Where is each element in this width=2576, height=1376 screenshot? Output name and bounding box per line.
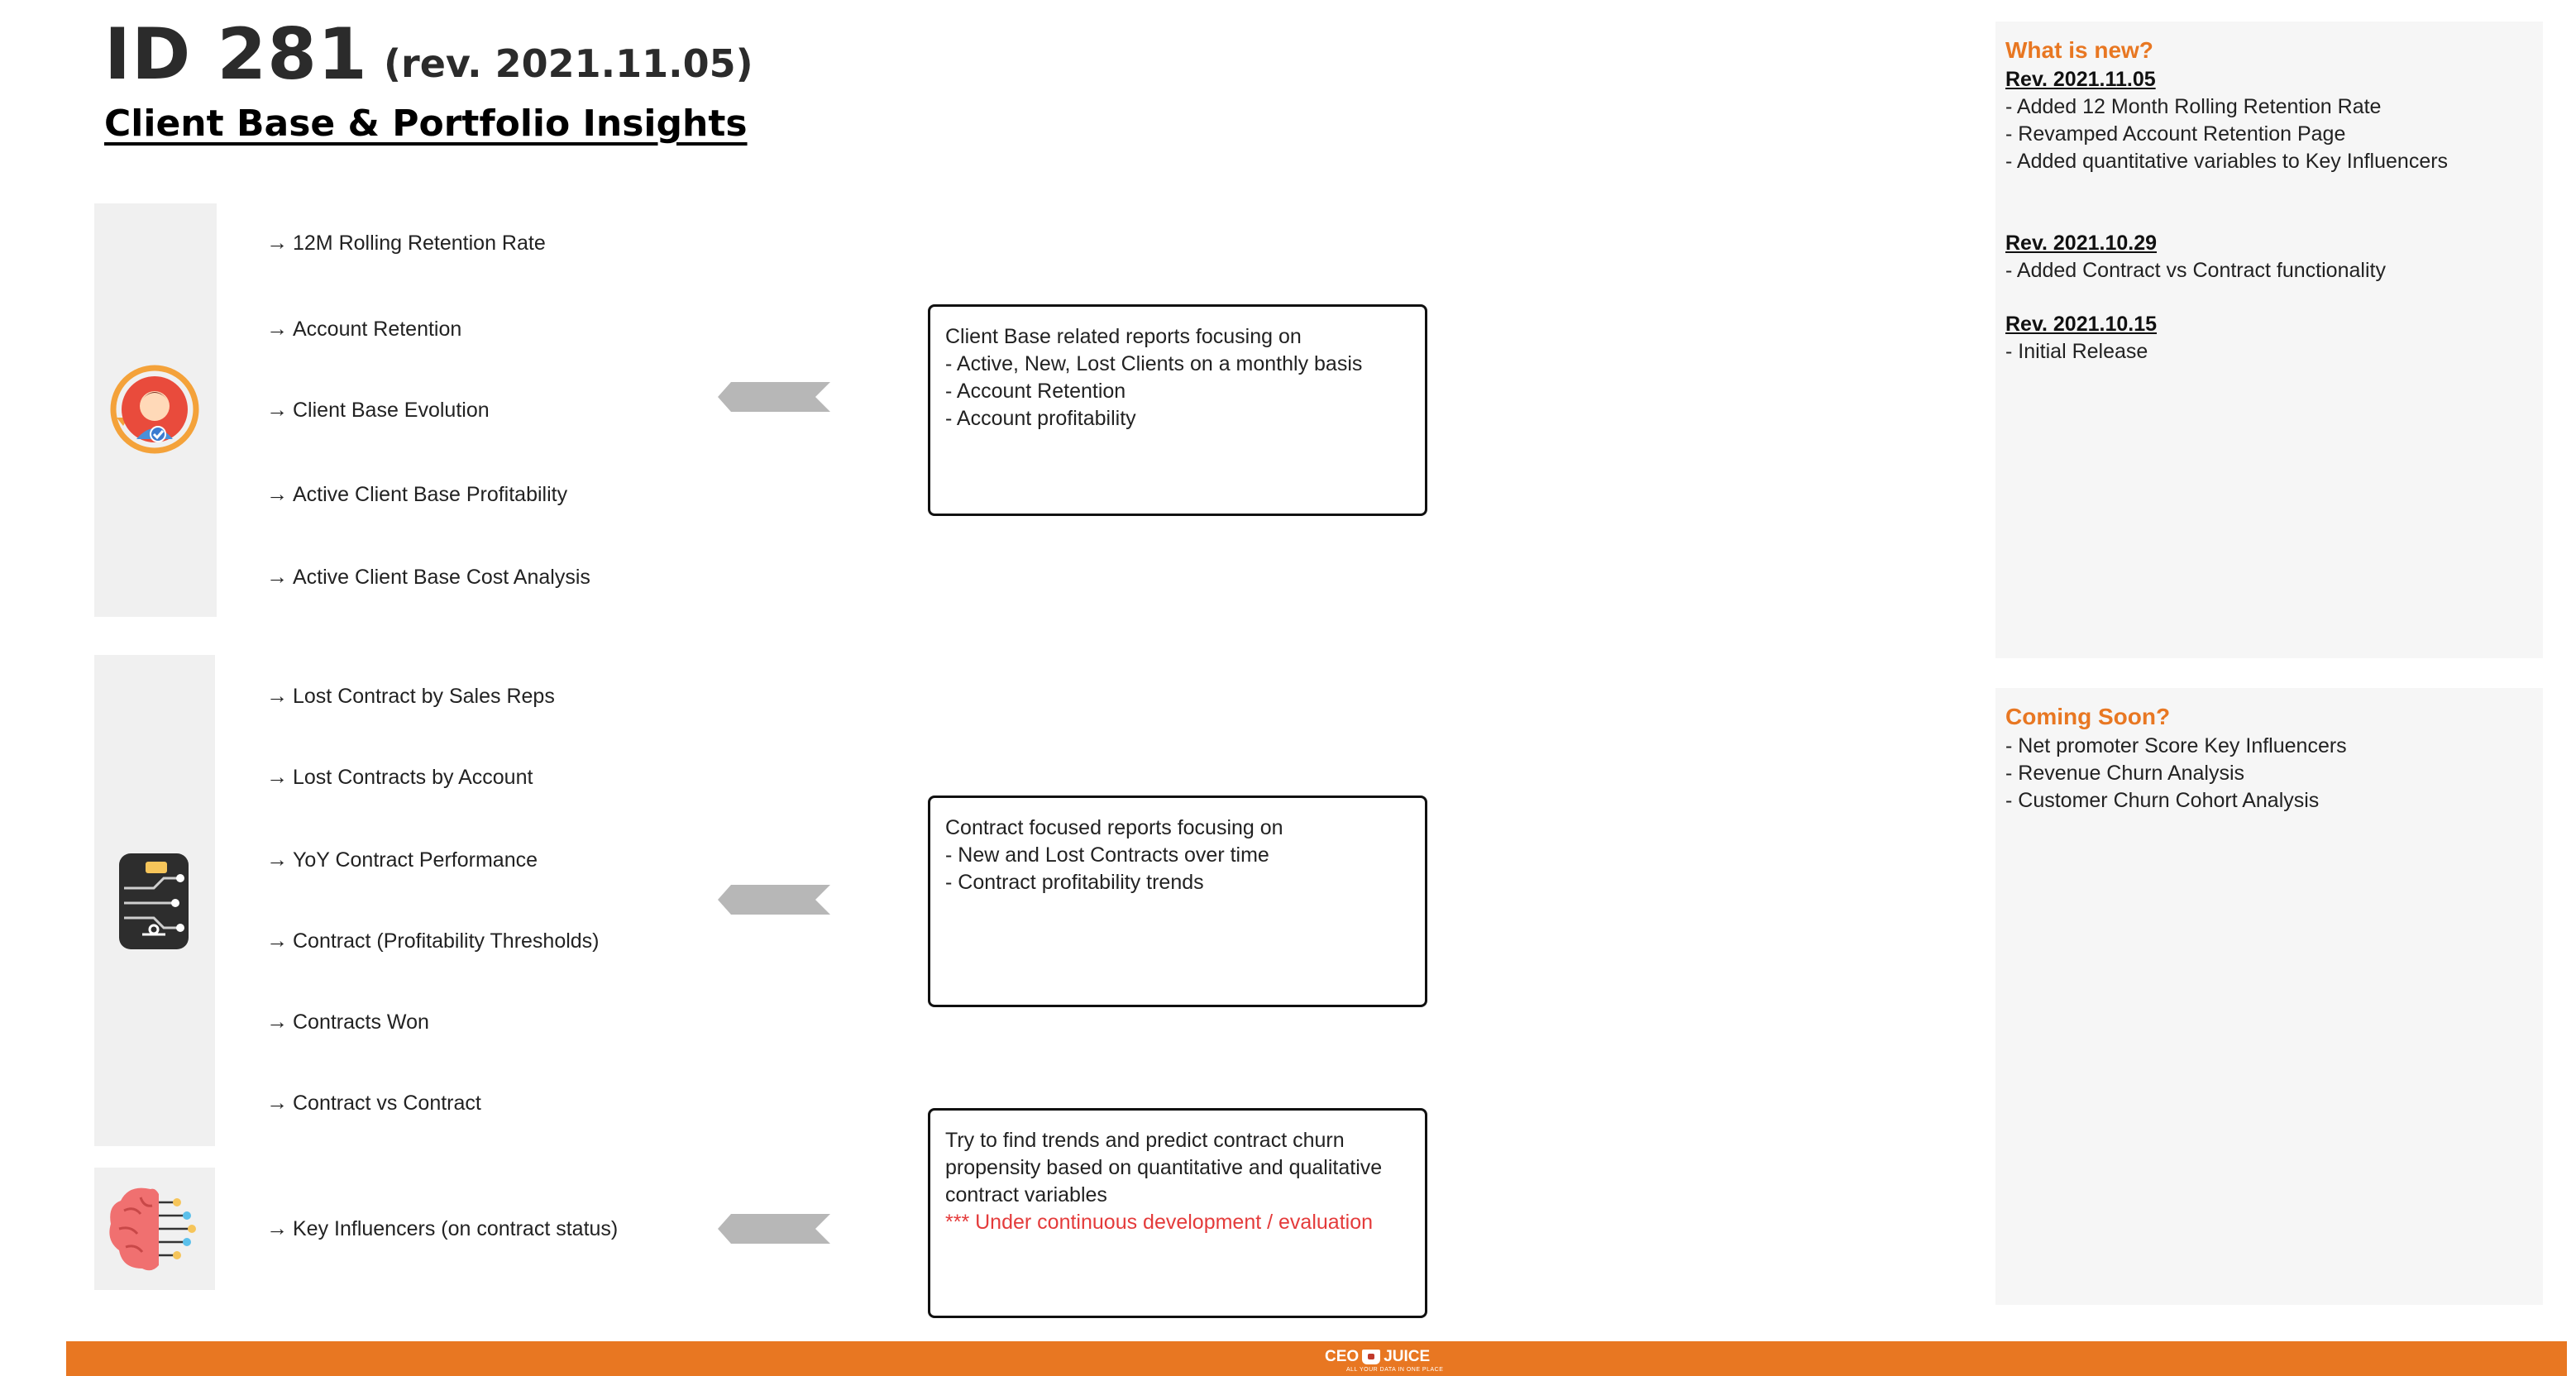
footer-tagline: ALL YOUR DATA IN ONE PLACE — [1346, 1367, 1444, 1373]
revision-heading: Rev. 2021.10.29 — [2005, 232, 2158, 255]
nav-contract-vs-contract[interactable]: → Contract vs Contract — [266, 1090, 481, 1115]
nav-active-client-profitability[interactable]: → Active Client Base Profitability — [266, 481, 568, 506]
revision-heading: Rev. 2021.10.15 — [2005, 313, 2158, 336]
nav-yoy-contract-performance[interactable]: → YoY Contract Performance — [266, 847, 538, 872]
arrow-right-icon: → — [266, 847, 288, 872]
nav-lost-contract-sales-reps[interactable]: → Lost Contract by Sales Reps — [266, 683, 555, 708]
coming-soon-panel: Coming Soon? - Net promoter Score Key Influencers - Revenue Churn Analysis - Customer Churn Cohort Analysis — [1995, 688, 2543, 1305]
juice-cup-icon — [1362, 1350, 1380, 1364]
arrow-right-icon: → — [266, 230, 288, 255]
coming-soon-heading: Coming Soon? — [2005, 704, 2171, 729]
nav-contract-profitability-thresholds[interactable]: → Contract (Profitability Thresholds) — [266, 928, 600, 953]
client-icon — [108, 363, 201, 456]
page-title: Client Base & Portfolio Insights — [104, 103, 748, 145]
whats-new-heading: What is new? — [2005, 37, 2153, 63]
nav-12m-rolling-retention[interactable]: → 12M Rolling Retention Rate — [266, 230, 546, 255]
whats-new-panel: What is new? Rev. 2021.11.05 - Added 12 Month Rolling Retention Rate - Revamped Account Retention Page - Added quantitative variables to Key Influencers Rev. 2021.10.29 - Added Contract vs Contract functionality Rev. 2021.10.15 - Initial Release — [1995, 22, 2543, 658]
arrow-right-icon: → — [266, 1216, 288, 1240]
contract-description-box: Contract focused reports focusing on - New and Lost Contracts over time - Contract profitability trends — [928, 796, 1427, 1007]
back-arrow-icon — [718, 382, 830, 412]
arrow-right-icon: → — [266, 564, 288, 589]
brain-icon — [104, 1178, 207, 1280]
influencer-section-panel — [94, 1168, 215, 1290]
client-description-box: Client Base related reports focusing on - Active, New, Lost Clients on a monthly basis - Account Retention - Account profitability — [928, 304, 1427, 516]
arrow-right-icon: → — [266, 397, 288, 422]
back-arrow-icon — [718, 885, 830, 915]
nav-contracts-won[interactable]: → Contracts Won — [266, 1009, 429, 1034]
influencer-description-box: Try to find trends and predict contract churn propensity based on quantitative and qualitative contract variables *** Under continuous development / evaluation — [928, 1108, 1427, 1318]
arrow-right-icon: → — [266, 683, 288, 708]
nav-client-base-evolution[interactable]: → Client Base Evolution — [266, 397, 490, 422]
footer-bar — [66, 1341, 2567, 1376]
report-revision: (rev. 2021.11.05) — [384, 41, 753, 86]
arrow-right-icon: → — [266, 1090, 288, 1115]
arrow-right-icon: → — [266, 316, 288, 341]
nav-account-retention[interactable]: → Account Retention — [266, 316, 462, 341]
development-warning: *** Under continuous development / evaluation — [945, 1211, 1374, 1234]
footer-logo: CEO JUICE — [1325, 1348, 1431, 1365]
arrow-right-icon: → — [266, 1009, 288, 1034]
client-section-panel — [94, 203, 217, 617]
nav-lost-contracts-account[interactable]: → Lost Contracts by Account — [266, 764, 533, 789]
report-id: ID 281 — [104, 13, 368, 96]
back-arrow-icon — [718, 1214, 830, 1244]
nav-key-influencers[interactable]: → Key Influencers (on contract status) — [266, 1216, 619, 1240]
arrow-right-icon: → — [266, 928, 288, 953]
contract-section-panel — [94, 655, 215, 1146]
revision-heading: Rev. 2021.11.05 — [2005, 68, 2156, 91]
arrow-right-icon: → — [266, 764, 288, 789]
arrow-right-icon: → — [266, 481, 288, 506]
contract-icon — [117, 852, 190, 951]
nav-active-client-cost-analysis[interactable]: → Active Client Base Cost Analysis — [266, 564, 590, 589]
